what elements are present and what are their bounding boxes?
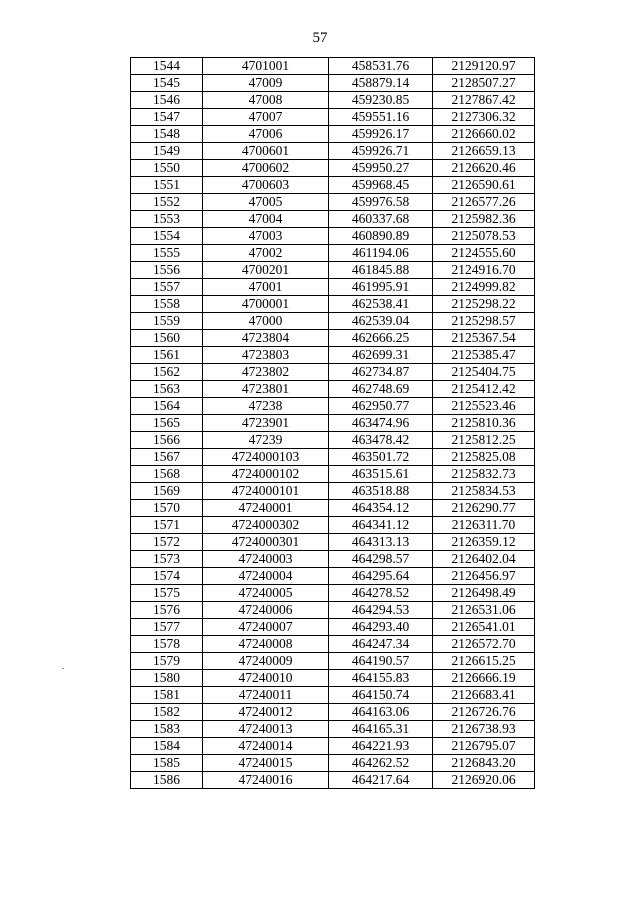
x-coordinate-cell: 461995.91 — [329, 279, 433, 296]
x-coordinate-cell: 464155.83 — [329, 670, 433, 687]
point-id-cell: 47238 — [203, 398, 329, 415]
point-id-cell: 4701001 — [203, 58, 329, 75]
table-row — [131, 772, 535, 789]
row-index-cell: 1568 — [131, 466, 203, 483]
x-coordinate-cell: 458531.76 — [329, 58, 433, 75]
row-index-cell: 1555 — [131, 245, 203, 262]
table-row — [131, 670, 535, 687]
point-id-cell: 4723804 — [203, 330, 329, 347]
row-index-cell: 1576 — [131, 602, 203, 619]
x-coordinate-cell: 464165.31 — [329, 721, 433, 738]
table-row — [131, 364, 535, 381]
row-index-cell: 1575 — [131, 585, 203, 602]
table-row — [131, 534, 535, 551]
row-index-cell: 1566 — [131, 432, 203, 449]
y-coordinate-cell: 2125810.36 — [433, 415, 535, 432]
y-coordinate-cell: 2129120.97 — [433, 58, 535, 75]
point-id-cell: 4700201 — [203, 262, 329, 279]
row-index-cell: 1570 — [131, 500, 203, 517]
x-coordinate-cell: 459230.85 — [329, 92, 433, 109]
point-id-cell: 47009 — [203, 75, 329, 92]
table-row — [131, 755, 535, 772]
point-id-cell: 47240008 — [203, 636, 329, 653]
row-index-cell: 1574 — [131, 568, 203, 585]
point-id-cell: 4700601 — [203, 143, 329, 160]
table-row — [131, 568, 535, 585]
table-row — [131, 109, 535, 126]
point-id-cell: 47003 — [203, 228, 329, 245]
y-coordinate-cell: 2125404.75 — [433, 364, 535, 381]
x-coordinate-cell: 464217.64 — [329, 772, 433, 789]
row-index-cell: 1580 — [131, 670, 203, 687]
y-coordinate-cell: 2126290.77 — [433, 500, 535, 517]
row-index-cell: 1554 — [131, 228, 203, 245]
row-index-cell: 1557 — [131, 279, 203, 296]
y-coordinate-cell: 2126920.06 — [433, 772, 535, 789]
y-coordinate-cell: 2126359.12 — [433, 534, 535, 551]
table-row — [131, 245, 535, 262]
x-coordinate-cell: 459976.58 — [329, 194, 433, 211]
table-row — [131, 619, 535, 636]
row-index-cell: 1558 — [131, 296, 203, 313]
y-coordinate-cell: 2126843.20 — [433, 755, 535, 772]
page-number: 57 — [312, 30, 328, 46]
row-index-cell: 1583 — [131, 721, 203, 738]
y-coordinate-cell: 2125834.53 — [433, 483, 535, 500]
table-row — [131, 75, 535, 92]
table-row — [131, 602, 535, 619]
y-coordinate-cell: 2125812.25 — [433, 432, 535, 449]
point-id-cell: 47004 — [203, 211, 329, 228]
table-row — [131, 432, 535, 449]
row-index-cell: 1571 — [131, 517, 203, 534]
point-id-cell: 4723901 — [203, 415, 329, 432]
x-coordinate-cell: 462950.77 — [329, 398, 433, 415]
y-coordinate-cell: 2125523.46 — [433, 398, 535, 415]
point-id-cell: 4724000102 — [203, 466, 329, 483]
y-coordinate-cell: 2126615.25 — [433, 653, 535, 670]
x-coordinate-cell: 460337.68 — [329, 211, 433, 228]
table-body — [131, 58, 535, 789]
y-coordinate-cell: 2126311.70 — [433, 517, 535, 534]
row-index-cell: 1544 — [131, 58, 203, 75]
table-row — [131, 721, 535, 738]
x-coordinate-cell: 464278.52 — [329, 585, 433, 602]
x-coordinate-cell: 458879.14 — [329, 75, 433, 92]
x-coordinate-cell: 464313.13 — [329, 534, 433, 551]
y-coordinate-cell: 2126541.01 — [433, 619, 535, 636]
x-coordinate-cell: 464150.74 — [329, 687, 433, 704]
point-id-cell: 4724000302 — [203, 517, 329, 534]
point-id-cell: 47239 — [203, 432, 329, 449]
point-id-cell: 47240011 — [203, 687, 329, 704]
table-row — [131, 636, 535, 653]
table-row — [131, 687, 535, 704]
y-coordinate-cell: 2126659.13 — [433, 143, 535, 160]
y-coordinate-cell: 2126531.06 — [433, 602, 535, 619]
x-coordinate-cell: 461194.06 — [329, 245, 433, 262]
row-index-cell: 1562 — [131, 364, 203, 381]
y-coordinate-cell: 2125385.47 — [433, 347, 535, 364]
x-coordinate-cell: 459968.45 — [329, 177, 433, 194]
row-index-cell: 1547 — [131, 109, 203, 126]
y-coordinate-cell: 2124555.60 — [433, 245, 535, 262]
row-index-cell: 1569 — [131, 483, 203, 500]
y-coordinate-cell: 2126683.41 — [433, 687, 535, 704]
y-coordinate-cell: 2126620.46 — [433, 160, 535, 177]
table-row — [131, 160, 535, 177]
x-coordinate-cell: 459950.27 — [329, 160, 433, 177]
x-coordinate-cell: 464293.40 — [329, 619, 433, 636]
y-coordinate-cell: 2126590.61 — [433, 177, 535, 194]
row-index-cell: 1567 — [131, 449, 203, 466]
point-id-cell: 47240005 — [203, 585, 329, 602]
x-coordinate-cell: 464163.06 — [329, 704, 433, 721]
table-row — [131, 653, 535, 670]
x-coordinate-cell: 462539.04 — [329, 313, 433, 330]
y-coordinate-cell: 2128507.27 — [433, 75, 535, 92]
point-id-cell: 4723802 — [203, 364, 329, 381]
x-coordinate-cell: 462666.25 — [329, 330, 433, 347]
y-coordinate-cell: 2126498.49 — [433, 585, 535, 602]
row-index-cell: 1577 — [131, 619, 203, 636]
table-row — [131, 449, 535, 466]
point-id-cell: 4700001 — [203, 296, 329, 313]
table-row — [131, 143, 535, 160]
x-coordinate-cell: 464190.57 — [329, 653, 433, 670]
table-row — [131, 177, 535, 194]
x-coordinate-cell: 459551.16 — [329, 109, 433, 126]
table-row — [131, 415, 535, 432]
row-index-cell: 1586 — [131, 772, 203, 789]
point-id-cell: 47240014 — [203, 738, 329, 755]
point-id-cell: 4723803 — [203, 347, 329, 364]
table-row — [131, 228, 535, 245]
point-id-cell: 47240001 — [203, 500, 329, 517]
table-row — [131, 585, 535, 602]
row-index-cell: 1564 — [131, 398, 203, 415]
table-row — [131, 330, 535, 347]
table-row — [131, 551, 535, 568]
y-coordinate-cell: 2127867.42 — [433, 92, 535, 109]
row-index-cell: 1563 — [131, 381, 203, 398]
row-index-cell: 1550 — [131, 160, 203, 177]
point-id-cell: 47002 — [203, 245, 329, 262]
table-row — [131, 704, 535, 721]
table-row — [131, 211, 535, 228]
y-coordinate-cell: 2125825.08 — [433, 449, 535, 466]
y-coordinate-cell: 2125298.57 — [433, 313, 535, 330]
x-coordinate-cell: 463518.88 — [329, 483, 433, 500]
y-coordinate-cell: 2124916.70 — [433, 262, 535, 279]
x-coordinate-cell: 459926.17 — [329, 126, 433, 143]
x-coordinate-cell: 462538.41 — [329, 296, 433, 313]
row-index-cell: 1548 — [131, 126, 203, 143]
x-coordinate-cell: 464354.12 — [329, 500, 433, 517]
table-row — [131, 313, 535, 330]
table-row — [131, 398, 535, 415]
x-coordinate-cell: 462699.31 — [329, 347, 433, 364]
point-id-cell: 47001 — [203, 279, 329, 296]
row-index-cell: 1578 — [131, 636, 203, 653]
scan-speck — [62, 668, 64, 669]
y-coordinate-cell: 2125412.42 — [433, 381, 535, 398]
y-coordinate-cell: 2124999.82 — [433, 279, 535, 296]
x-coordinate-cell: 464341.12 — [329, 517, 433, 534]
y-coordinate-cell: 2126456.97 — [433, 568, 535, 585]
point-id-cell: 47007 — [203, 109, 329, 126]
table-row — [131, 738, 535, 755]
point-id-cell: 47240012 — [203, 704, 329, 721]
table-row — [131, 517, 535, 534]
row-index-cell: 1572 — [131, 534, 203, 551]
x-coordinate-cell: 464247.34 — [329, 636, 433, 653]
x-coordinate-cell: 463474.96 — [329, 415, 433, 432]
table-row — [131, 262, 535, 279]
row-index-cell: 1581 — [131, 687, 203, 704]
x-coordinate-cell: 461845.88 — [329, 262, 433, 279]
row-index-cell: 1556 — [131, 262, 203, 279]
table-row — [131, 279, 535, 296]
x-coordinate-cell: 462748.69 — [329, 381, 433, 398]
row-index-cell: 1546 — [131, 92, 203, 109]
point-id-cell: 47240015 — [203, 755, 329, 772]
y-coordinate-cell: 2125298.22 — [433, 296, 535, 313]
y-coordinate-cell: 2126577.26 — [433, 194, 535, 211]
x-coordinate-cell: 463478.42 — [329, 432, 433, 449]
x-coordinate-cell: 459926.71 — [329, 143, 433, 160]
point-id-cell: 47000 — [203, 313, 329, 330]
x-coordinate-cell: 463501.72 — [329, 449, 433, 466]
coordinates-table — [130, 57, 535, 789]
point-id-cell: 47006 — [203, 126, 329, 143]
row-index-cell: 1565 — [131, 415, 203, 432]
x-coordinate-cell: 464295.64 — [329, 568, 433, 585]
y-coordinate-cell: 2126660.02 — [433, 126, 535, 143]
x-coordinate-cell: 464262.52 — [329, 755, 433, 772]
table-row — [131, 500, 535, 517]
table-row — [131, 194, 535, 211]
row-index-cell: 1549 — [131, 143, 203, 160]
point-id-cell: 47240010 — [203, 670, 329, 687]
point-id-cell: 4723801 — [203, 381, 329, 398]
row-index-cell: 1579 — [131, 653, 203, 670]
row-index-cell: 1552 — [131, 194, 203, 211]
point-id-cell: 4700603 — [203, 177, 329, 194]
table-row — [131, 92, 535, 109]
y-coordinate-cell: 2125832.73 — [433, 466, 535, 483]
row-index-cell: 1582 — [131, 704, 203, 721]
y-coordinate-cell: 2126738.93 — [433, 721, 535, 738]
point-id-cell: 47008 — [203, 92, 329, 109]
point-id-cell: 4724000101 — [203, 483, 329, 500]
table-row — [131, 58, 535, 75]
x-coordinate-cell: 464294.53 — [329, 602, 433, 619]
row-index-cell: 1545 — [131, 75, 203, 92]
x-coordinate-cell: 460890.89 — [329, 228, 433, 245]
y-coordinate-cell: 2125367.54 — [433, 330, 535, 347]
y-coordinate-cell: 2125078.53 — [433, 228, 535, 245]
point-id-cell: 4700602 — [203, 160, 329, 177]
y-coordinate-cell: 2125982.36 — [433, 211, 535, 228]
point-id-cell: 47240013 — [203, 721, 329, 738]
y-coordinate-cell: 2126572.70 — [433, 636, 535, 653]
y-coordinate-cell: 2126795.07 — [433, 738, 535, 755]
row-index-cell: 1560 — [131, 330, 203, 347]
point-id-cell: 47240007 — [203, 619, 329, 636]
x-coordinate-cell: 464221.93 — [329, 738, 433, 755]
x-coordinate-cell: 463515.61 — [329, 466, 433, 483]
row-index-cell: 1561 — [131, 347, 203, 364]
x-coordinate-cell: 464298.57 — [329, 551, 433, 568]
point-id-cell: 47240006 — [203, 602, 329, 619]
point-id-cell: 4724000301 — [203, 534, 329, 551]
row-index-cell: 1573 — [131, 551, 203, 568]
point-id-cell: 47240003 — [203, 551, 329, 568]
row-index-cell: 1551 — [131, 177, 203, 194]
row-index-cell: 1553 — [131, 211, 203, 228]
y-coordinate-cell: 2127306.32 — [433, 109, 535, 126]
table-row — [131, 296, 535, 313]
point-id-cell: 47240009 — [203, 653, 329, 670]
point-id-cell: 4724000103 — [203, 449, 329, 466]
table-row — [131, 126, 535, 143]
point-id-cell: 47240016 — [203, 772, 329, 789]
y-coordinate-cell: 2126402.04 — [433, 551, 535, 568]
table-row — [131, 347, 535, 364]
table-row — [131, 466, 535, 483]
x-coordinate-cell: 462734.87 — [329, 364, 433, 381]
row-index-cell: 1559 — [131, 313, 203, 330]
table-row — [131, 381, 535, 398]
y-coordinate-cell: 2126726.76 — [433, 704, 535, 721]
row-index-cell: 1584 — [131, 738, 203, 755]
table-row — [131, 483, 535, 500]
row-index-cell: 1585 — [131, 755, 203, 772]
point-id-cell: 47240004 — [203, 568, 329, 585]
y-coordinate-cell: 2126666.19 — [433, 670, 535, 687]
point-id-cell: 47005 — [203, 194, 329, 211]
